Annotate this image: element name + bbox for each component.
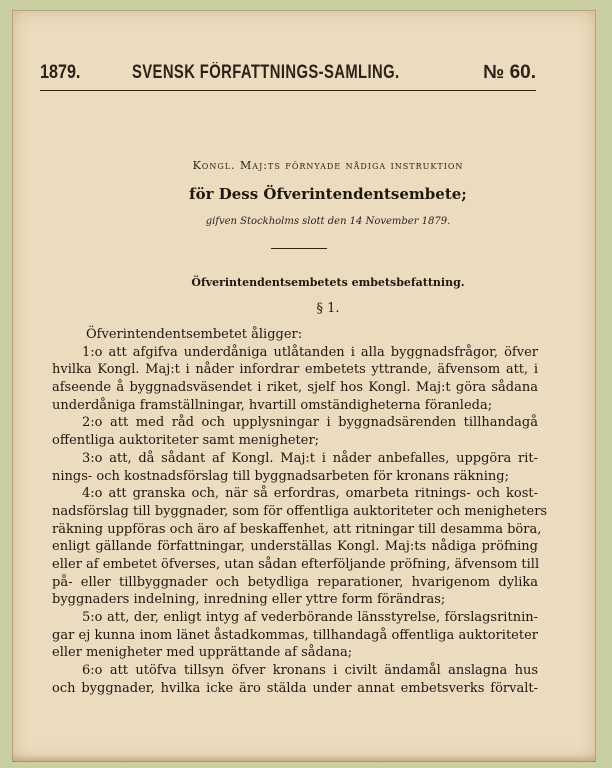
body-line: underdåniga framställningar, hvartill omständigheterna föranleda;: [52, 397, 493, 413]
header-series-title: SVENSK FÖRFATTNINGS-SAMLING.: [132, 62, 400, 83]
header-rule: [40, 90, 536, 91]
body-line: nings- och kostnadsförslag till byggnadsarbeten för kronans räkning;: [52, 468, 509, 484]
body-line: 4:o att granska och, när så erfordras, omarbeta ritnings- och kost-: [82, 486, 538, 502]
body-line: räkning uppföras och äro af beskaffenhet, att ritningar till desamma böra,: [52, 521, 542, 537]
body-line: 5:o att, der, enligt intyg af vederbörande länsstyrelse, förslagsritnin-: [82, 610, 538, 625]
header-year: 1879.: [40, 62, 81, 83]
body-line: byggnaders indelning, inredning eller yttre form förändras;: [52, 592, 446, 608]
body-line: afseende å byggnadsväsendet i riket, sjelf hos Kongl. Maj:t göra sådana: [52, 380, 538, 396]
page-header: [40, 62, 536, 86]
body-line: på- eller tillbyggnader och betydliga reparationer, hvarigenom dylika: [52, 574, 538, 590]
body-line: eller menigheter med upprättande af sådana;: [52, 645, 353, 661]
body-line: Öfverintendentsembetet åligger:: [86, 327, 303, 342]
header-number: № 60.: [483, 62, 536, 83]
paragraph-number: § 1.: [316, 301, 340, 316]
body-line: eller af embetet öfverses, utan sådan efterföljande pröfning, äfvensom till: [52, 556, 540, 572]
body-line: och byggnader, hvilka icke äro stälda under annat embetsverks förvalt-: [52, 680, 538, 696]
body-line: offentliga auktoriteter samt menigheter;: [52, 433, 320, 449]
title-divider: [271, 248, 327, 249]
title-line-1: Kongl. Maj:ts förnyade nådiga instruktion: [192, 159, 464, 172]
body-line: 1:o att afgifva underdåniga utlåtanden i alla byggnadsfrågor, öfver: [82, 344, 538, 360]
body-text: [52, 326, 548, 697]
body-line: 6:o att utöfva tillsyn öfver kronans i civilt ändamål anslagna hus: [82, 663, 538, 679]
body-line: 2:o att med råd och upplysningar i byggnadsärenden tillhandagå: [82, 415, 538, 431]
body-line: 3:o att, då sådant af Kongl. Maj:t i nåder anbefalles, uppgöra rit-: [82, 450, 538, 466]
title-line-2: för Dess Öfverintendentsembete;: [189, 185, 467, 203]
body-line: enligt gällande författningar, underställas Kongl. Maj:ts nådiga pröfning: [52, 539, 538, 555]
title-line-3: gifven Stockholms slott den 14 November 1879.: [205, 216, 451, 227]
body-line: nadsförslag till byggnader, som för offentliga auktoriteter och menigheters: [52, 503, 548, 519]
body-line: hvilka Kongl. Maj:t i nåder infordrar embetets yttrande, äfvensom att, i: [52, 362, 538, 378]
body-line: gar ej kunna inom länet åstadkommas, tillhandagå offentliga auktoriteter: [52, 627, 538, 643]
section-heading: Öfverintendentsembetets embetsbefattning.: [191, 276, 465, 289]
